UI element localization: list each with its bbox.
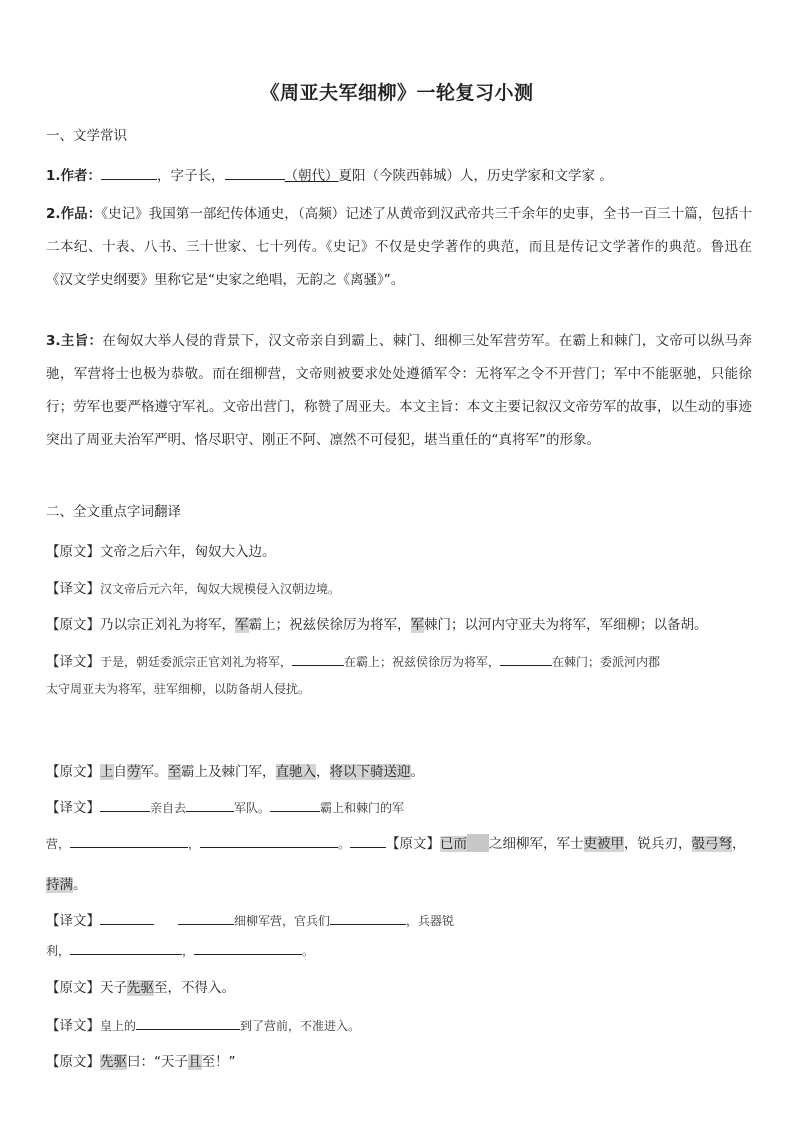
original-text: 至，不得入。 bbox=[154, 980, 235, 996]
original-text: ， bbox=[732, 836, 746, 852]
translation-text: ， bbox=[188, 837, 201, 851]
translation-text: 军队。 bbox=[234, 801, 271, 815]
translation-text: 皇上的 bbox=[100, 1019, 137, 1033]
item-number: 1.作者： bbox=[46, 168, 102, 184]
answer-blank bbox=[70, 835, 188, 848]
original-text: 军。 bbox=[140, 764, 168, 780]
original-line-3 bbox=[46, 760, 756, 780]
highlighted-phrase: 已而 bbox=[440, 836, 468, 852]
translation-text: ， bbox=[182, 944, 195, 958]
highlighted-phrase: 持满 bbox=[46, 877, 73, 893]
highlighted-phrase: 吏被甲 bbox=[583, 836, 625, 852]
answer-blank bbox=[186, 799, 234, 812]
original-text: 棘门；以河内守亚夫为将军，军细柳；以备胡。 bbox=[424, 617, 708, 633]
original-line-1 bbox=[46, 540, 756, 560]
original-text: ，锐兵刃， bbox=[624, 836, 692, 852]
item-text: 夏阳（今陕西韩城）人，历史学家和文学家 。 bbox=[338, 168, 613, 184]
answer-blank bbox=[270, 799, 320, 812]
original-text: 天子 bbox=[100, 980, 127, 996]
original-line-5 bbox=[46, 976, 756, 996]
original-text: 。 bbox=[410, 764, 424, 780]
highlighted-phrase: 彀弓弩 bbox=[691, 836, 733, 852]
translation-text: 汉文帝后元六年，匈奴大规模侵入汉朝边境。 bbox=[100, 582, 341, 596]
highlighted-word: 军 bbox=[410, 617, 424, 633]
original-label: 【原文】 bbox=[46, 764, 100, 780]
translation-text: 亲自去 bbox=[150, 801, 187, 815]
original-text: 。 bbox=[73, 877, 87, 893]
original-text: 文帝之后六年，匈奴大入边。 bbox=[100, 544, 276, 560]
highlighted-word: 先驱 bbox=[127, 980, 154, 996]
item-number: 3.主旨： bbox=[46, 333, 103, 349]
item-text: ，字子长， bbox=[157, 168, 225, 184]
translation-line-2-cont bbox=[46, 680, 756, 697]
translation-text: 细柳军营，官兵们 bbox=[234, 914, 331, 928]
answer-blank bbox=[292, 653, 344, 666]
translation-text: 于是，朝廷委派宗正官刘礼为将军， bbox=[100, 655, 293, 669]
item-theme bbox=[46, 325, 752, 457]
translation-text: 霸上和棘门的军 bbox=[320, 801, 405, 815]
original-label: 【原文】 bbox=[46, 980, 100, 996]
highlighted-word: 至 bbox=[167, 764, 181, 780]
original-text: 之 bbox=[489, 836, 503, 852]
answer-blank bbox=[100, 799, 150, 812]
translation-text: 营， bbox=[46, 837, 71, 851]
translation-text: 在霸上；祝兹侯徐厉为将军， bbox=[344, 655, 501, 669]
original-text: 霸上及棘门军， bbox=[181, 764, 276, 780]
original-label: 【原文】 bbox=[46, 1054, 100, 1070]
answer-blank bbox=[330, 912, 406, 925]
highlighted-phrase: 将以下骑送迎 bbox=[329, 764, 411, 780]
answer-blank bbox=[200, 835, 338, 848]
highlighted-word: 先驱 bbox=[100, 1054, 127, 1070]
page-title: 《周亚夫军细柳》一轮复习小测 bbox=[260, 82, 534, 104]
translation-line-3 bbox=[46, 796, 756, 816]
highlighted-word: 上 bbox=[100, 764, 114, 780]
highlighted-phrase: 直驰入 bbox=[275, 764, 316, 780]
translation-text: 。 bbox=[338, 837, 351, 851]
translation-line-2 bbox=[46, 650, 756, 670]
answer-blank bbox=[178, 912, 234, 925]
translation-text: 利， bbox=[46, 944, 71, 958]
translation-text: 在棘门；委派河内郡 bbox=[552, 655, 661, 669]
original-label: 【原文】 bbox=[46, 544, 100, 560]
original-text: ， bbox=[316, 764, 330, 780]
highlighted-word: 军 bbox=[235, 617, 249, 633]
section-heading-literature: 一、文学常识 bbox=[46, 128, 127, 144]
answer-blank bbox=[225, 167, 285, 180]
item-text: 在匈奴大举人侵的背景下，汉文帝亲自到霸上、棘门、细柳三处军营劳军。在霸上和棘门，文帝可以纵马奔驰，军营将士也极为恭敬。而在细柳营，文帝则被要求处处遵循军令：无将军之令不开营门；军中不能驱驰，只能徐行；劳军也要严格遵守军礼。文帝出营门，称赞了周亚夫。本文主旨：本文主要记叙汉文帝劳军的故事，以生动的事迹突出了周亚夫治军严明、恪尽职守、刚正不阿、凛然不可侵犯，堪当重任的“真将军”的形象。 bbox=[46, 333, 752, 448]
translation-text: 太守周亚夫为将军，驻军细柳，以防备胡人侵扰。 bbox=[46, 682, 311, 696]
translation-line-4-cont bbox=[46, 942, 756, 959]
translation-line-3-cont bbox=[46, 832, 756, 852]
answer-blank bbox=[100, 912, 154, 925]
translation-line-1 bbox=[46, 577, 756, 597]
original-text: 曰：“天子 bbox=[127, 1054, 188, 1070]
original-text: 细柳军，军士 bbox=[502, 836, 584, 852]
highlight-gap bbox=[467, 834, 489, 852]
translation-label: 【译文】 bbox=[46, 1018, 100, 1034]
original-line-2 bbox=[46, 613, 756, 633]
translation-line-5 bbox=[46, 1014, 756, 1034]
translation-label: 【译文】 bbox=[46, 800, 100, 816]
item-author bbox=[46, 164, 756, 184]
translation-text: 到了营前，不准进入。 bbox=[240, 1019, 361, 1033]
translation-line-4 bbox=[46, 909, 756, 929]
translation-text: ，兵器锐 bbox=[406, 914, 455, 928]
translation-text: 。 bbox=[302, 944, 315, 958]
original-text: 霸上；祝兹侯徐厉为将军， bbox=[248, 617, 411, 633]
translation-label: 【译文】 bbox=[46, 654, 100, 670]
item-number: 2.作品： bbox=[46, 206, 102, 222]
original-text: 乃以宗正刘礼为将军， bbox=[100, 617, 235, 633]
original-label: 【原文】 bbox=[386, 836, 441, 852]
answer-blank bbox=[350, 835, 386, 848]
answer-blank bbox=[70, 942, 182, 955]
answer-blank bbox=[194, 942, 302, 955]
translation-label: 【译文】 bbox=[46, 581, 100, 597]
highlighted-word: 劳 bbox=[127, 764, 141, 780]
original-text: 自 bbox=[113, 764, 127, 780]
section-heading-translation: 二、全文重点字词翻译 bbox=[46, 504, 181, 520]
answer-blank bbox=[500, 653, 552, 666]
item-text: 《史记》我国第一部纪传体通史，（高频）记述了从黄帝到汉武帝共三千余年的史事，全书一百三十篇，包括十二本纪、十表、八书、三十世家、七十列传。《史记》不仅是史学著作的典范，而且是传记文学著作的典范。鲁迅在《汉文学史纲要》里称它是“史家之绝唱，无韵之《离骚》”。 bbox=[46, 206, 752, 288]
translation-label: 【译文】 bbox=[46, 913, 100, 929]
answer-blank bbox=[136, 1017, 240, 1030]
highlighted-word: 且 bbox=[188, 1054, 202, 1070]
original-line-6 bbox=[46, 1050, 756, 1070]
dynasty-hint: （朝代） bbox=[284, 168, 339, 184]
item-work bbox=[46, 198, 752, 297]
original-line-4-cont bbox=[46, 873, 756, 893]
original-label: 【原文】 bbox=[46, 617, 100, 633]
original-text: 至！” bbox=[201, 1054, 236, 1070]
answer-blank bbox=[101, 167, 157, 180]
